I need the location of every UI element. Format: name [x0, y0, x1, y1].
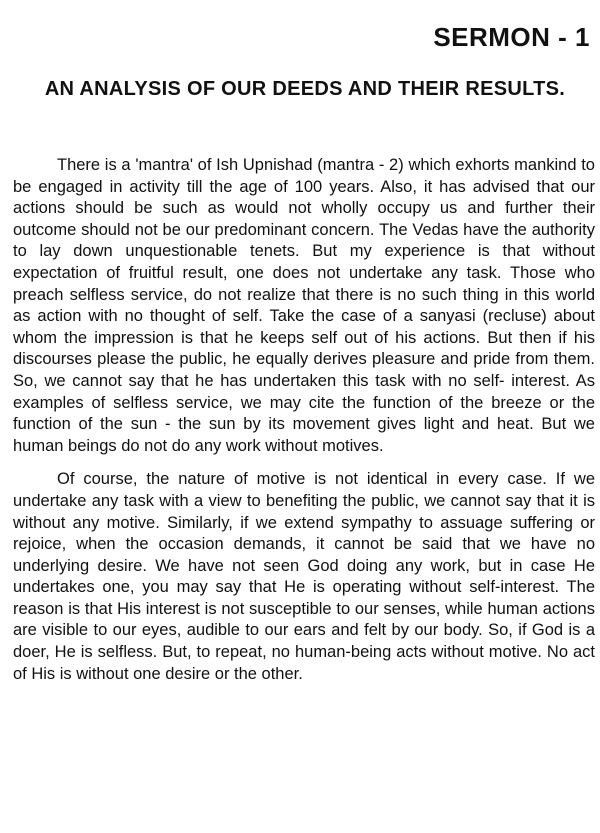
paragraph-2: Of course, the nature of motive is not identical in every case. If we undertake any task with a view to benefiting the public, we cannot say that it is without any motive. Similarly, if we extend sympathy to assuage suffering or rejoice, when the occasion demands, it cannot be said that we have no underlying desire. We have not seen God doing any work, but in case He undertakes one, you may say that He is operating without self-interest. The reason is that His interest is not susceptible to our senses, while human actions are visible to our eyes, audible to our ears and felt by our body. So, if God is a doer, He is selfless. But, to repeat, no human-being acts without motive. No act of His is without one desire or the other. — [13, 470, 595, 683]
paragraph-1: There is a 'mantra' of Ish Upnishad (mantra - 2) which exhorts mankind to be engaged in activity till the age of 100 years. Also, it has advised that our actions should be such as would not wholly occupy us and further their outcome should not be our predominant concern. The Vedas have the authority to lay down unquestionable tenets. But my experience is that without expectation of fruitful result, one does not undertake any task. Those who preach selfless service, do not realize that there is no such thing in this world as action with no thought of self. Take the case of a sanyasi (recluse) about whom the impression is that he keeps self out of his actions. But then if his discourses please the public, he equally derives pleasure and pride from them. So, we cannot say that he has undertaken this task with no self- interest. As examples of selfless service, we may cite the function of the breeze or the function of the sun - the sun by its movement gives light and heat. But we human beings do not do any work without motives. — [13, 156, 595, 455]
chapter-title: AN ANALYSIS OF OUR DEEDS AND THEIR RESULTS. — [44, 78, 566, 100]
sermon-heading: SERMON - 1 — [433, 22, 590, 52]
body-text — [13, 155, 595, 685]
